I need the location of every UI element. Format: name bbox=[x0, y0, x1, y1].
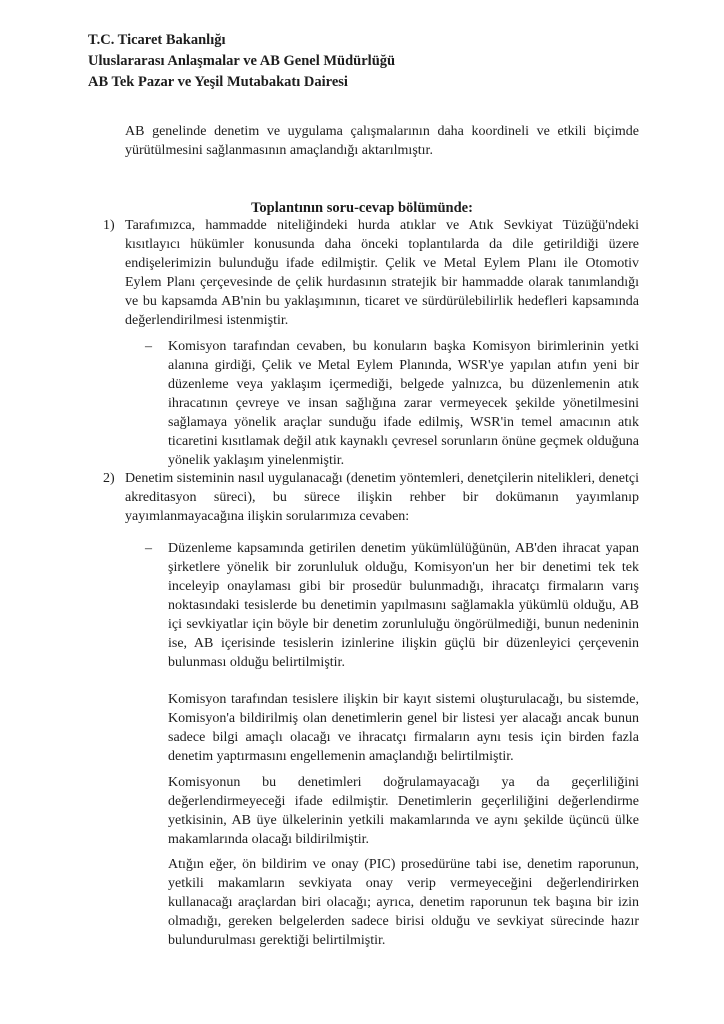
item-1-number: 1) bbox=[103, 218, 115, 233]
letterhead-line-ministry: T.C. Ticaret Bakanlığı bbox=[88, 32, 226, 48]
intro-paragraph: AB genelinde denetim ve uygulama çalışmalarının daha koordineli ve etkili biçimde yürütülmesini sağlanmasının amaçlandığı aktarılmıştır. bbox=[125, 124, 639, 158]
dash-bullet-marker: – bbox=[145, 541, 152, 556]
qa-section-heading: Toplantının soru-cevap bölümünde: bbox=[251, 199, 473, 216]
numbered-item-1 bbox=[103, 216, 639, 330]
item-1-question-text: Tarafımızca, hammadde niteliğindeki hurda atıklar ve Atık Sevkiyat Tüzüğü'ndeki kısıtlayıcı hükümler konusunda daha önceki toplantılarda da dile getirildiği üzere endişelerimizin bulunduğu ifade edilmiştir. Çelik ve Metal Eylem Planı ile Otomotiv Eylem Planı çerçevesinde de çelik hurdasının stratejik bir hammadde olarak tanımlandığı ve bu kapsamda AB'nin bu yaklaşımının, ticaret ve sürdürülebilirlik hedefleri kapsamında değerlendirilmesi istenmiştir. bbox=[125, 218, 639, 328]
item-2-response-2-text: Komisyon tarafından tesislere ilişkin bir kayıt sistemi oluşturulacağı, bu sistemde, Komisyon'a bildirilmiş olan denetimlerin genel bir listesi yer alacağı ancak bunun sadece bilgi amaçlı olacağı ve ihracatçı firmaların aynı tesis için birden fazla denetim yaptırmasını engellemenin amaçlandığı belirtilmiştir. bbox=[168, 692, 639, 764]
item-1-response-1 bbox=[145, 337, 639, 470]
letterhead-line-directorate: Uluslararası Anlaşmalar ve AB Genel Müdürlüğü bbox=[88, 53, 396, 69]
letterhead-line-department: AB Tek Pazar ve Yeşil Mutabakatı Dairesi bbox=[88, 74, 348, 90]
item-2-response-1 bbox=[145, 539, 639, 672]
item-2-number: 2) bbox=[103, 471, 115, 486]
letterhead bbox=[88, 30, 664, 93]
item-2-response-1-text: Düzenleme kapsamında getirilen denetim yükümlülüğünün, AB'den ihracat yapan şirketlere yönelik bir zorunluluk olduğu, Komisyon'un her bir denetimi tek tek inceleyip onaylaması gibi bir prosedür bulunmadığı, ihracatçı firmaların varış noktasındaki tesislerde bu denetimin yapılmasını sağlamakla yükümlü olduğu, AB içi sevkiyatlar için böyle bir denetim zorunluluğu öngörülmediği, bunun nedeninin ise, AB içerisinde tesislerin izinlerine ilişkin güçlü bir düzenleyici çerçevenin bulunması olduğu belirtilmiştir. bbox=[168, 541, 639, 670]
numbered-item-2 bbox=[103, 469, 639, 526]
dash-bullet-marker: – bbox=[145, 339, 152, 354]
item-2-question-text: Denetim sisteminin nasıl uygulanacağı (denetim yöntemleri, denetçilerin nitelikleri, denetçi akreditasyon süreci), bu sürece ilişkin rehber bir dokümanın yayımlanıp yayımlanmayacağına ilişkin sorularımıza cevaben: bbox=[125, 471, 639, 524]
item-2-response-3-text: Komisyonun bu denetimleri doğrulamayacağı ya da geçerliliğini değerlendirmeyeceği ifade edilmiştir. Denetimlerin geçerliliğini değerlendirme yetkisinin, AB üye ülkelerinin yetkili makamlarında ve aynı şekilde üçüncü ülke makamlarında olacağı bildirilmiştir. bbox=[168, 775, 639, 847]
item-1-response-1-text: Komisyon tarafından cevaben, bu konuların başka Komisyon birimlerinin yetki alanına girdiği, Çelik ve Metal Eylem Planında, WSR'ye yapılan atıfın yeni bir düzenleme veya yaklaşım içermediği, belgede yalnızca, bu düzenlemenin atık ihracatının çevreye ve insan sağlığına zarar vermeyecek şekilde yönetilmesini sağlamaya yönelik araçlar sunduğu ifade edilmiş, WSR'in temel amacının atık ticaretini kısıtlamak değil atık kaynaklı çevresel sorunların önüne geçmek olduğuna yönelik yaklaşım yinelenmiştir. bbox=[168, 339, 639, 468]
item-2-response-4-text: Atığın eğer, ön bildirim ve onay (PIC) prosedürüne tabi ise, denetim raporunun, yetkili makamların sevkiyata onay verip vermeyeceğini değerlendirirken kullanacağı araçlardan biri olacağı; ayrıca, denetim raporunun tek başına bir izin olmadığı, gereken belgelerden sadece birisi olduğu ve sevkiyat sürecinde hazır bulundurulması gerektiği belirtilmiştir. bbox=[168, 857, 639, 948]
